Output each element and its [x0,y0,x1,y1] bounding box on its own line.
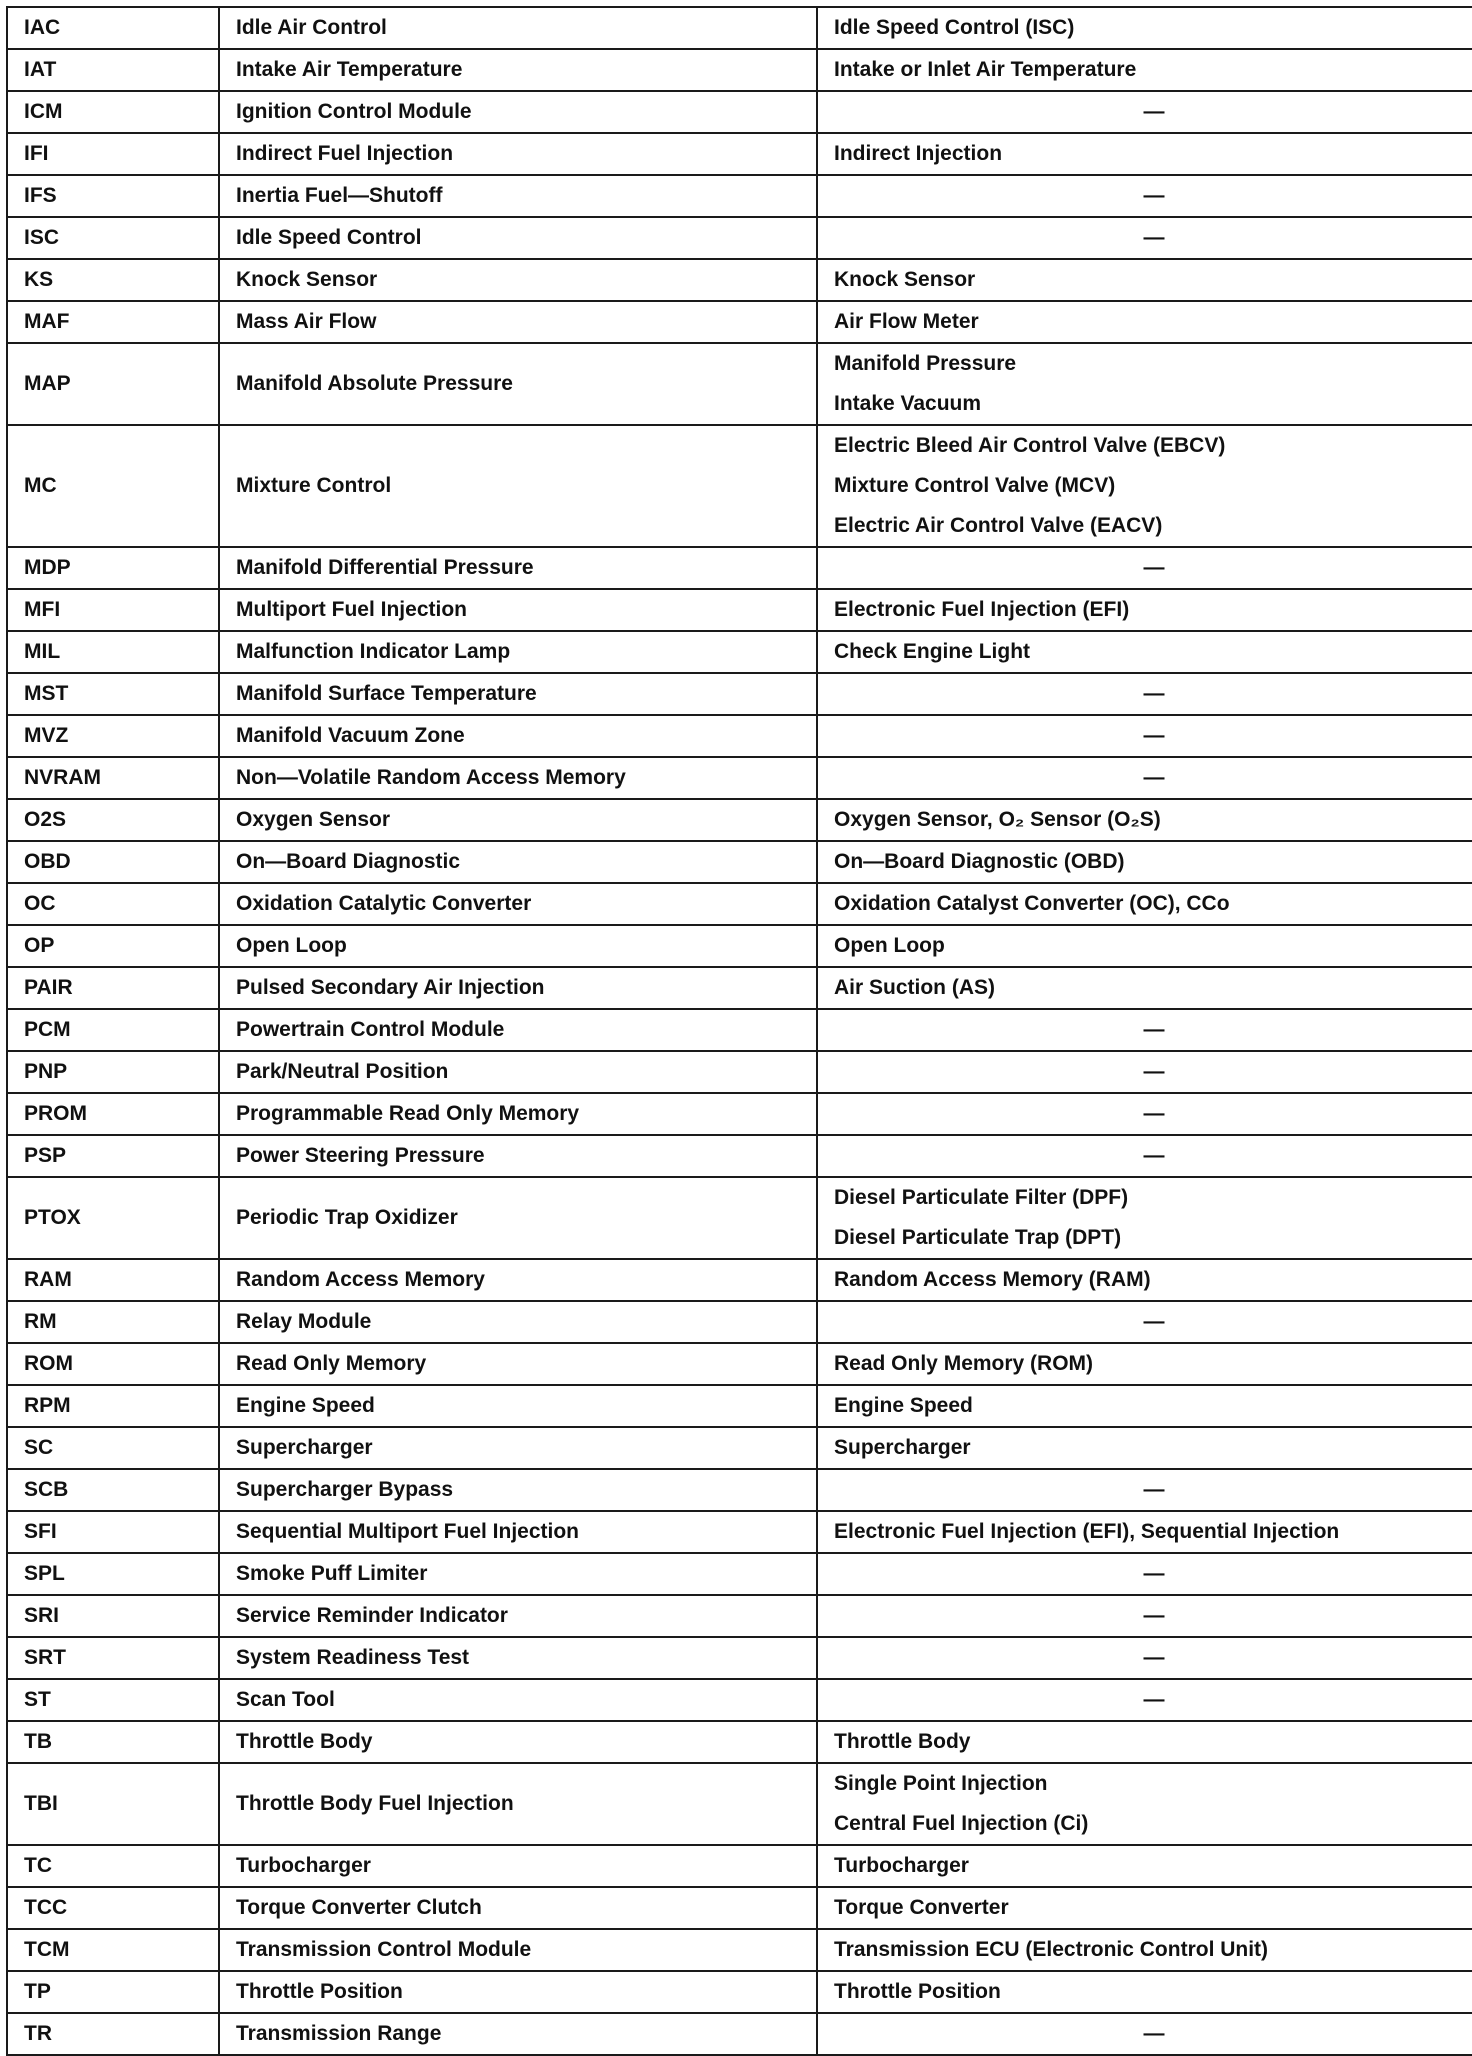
other-term-line: — [1143,682,1165,705]
term-cell: Ignition Control Module [219,91,817,133]
table-row [7,1845,1472,1887]
term-cell: Power Steering Pressure [219,1135,817,1177]
acronym-cell: TCC [7,1887,219,1929]
other-term-line: — [1143,1018,1165,1041]
acronym-cell: ST [7,1679,219,1721]
other-term-line: — [1143,2022,1165,2045]
other-term-line: Mixture Control Valve (MCV) [834,474,1116,497]
acronym-cell: MFI [7,589,219,631]
other-terms-cell [817,1845,1472,1887]
term-cell: Open Loop [219,925,817,967]
other-terms-cell [817,1763,1472,1845]
table-row [7,547,1472,589]
other-term-line: Idle Speed Control (ISC) [834,16,1075,39]
acronym-cell: MST [7,673,219,715]
other-term-line: Oxidation Catalyst Converter (OC), CCo [834,892,1230,915]
acronym-cell: MC [7,425,219,547]
table-row [7,1553,1472,1595]
term-cell: Idle Speed Control [219,217,817,259]
table-row [7,1301,1472,1343]
acronym-cell: MVZ [7,715,219,757]
other-term-line: — [1143,1478,1165,1501]
table-row [7,1469,1472,1511]
acronym-cell: MAF [7,301,219,343]
table-row [7,673,1472,715]
other-term-line: — [1143,100,1165,123]
other-term-line: Air Flow Meter [834,310,979,333]
acronym-cell: IFI [7,133,219,175]
other-term-line: — [1143,1562,1165,1585]
acronym-cell: TR [7,2013,219,2055]
acronym-cell: MIL [7,631,219,673]
term-cell: Transmission Control Module [219,1929,817,1971]
table-row [7,1887,1472,1929]
other-term-line: Manifold Pressure [834,352,1017,375]
other-term-line: Throttle Body [834,1730,971,1753]
term-cell: Supercharger [219,1427,817,1469]
term-cell: Non—Volatile Random Access Memory [219,757,817,799]
other-term-line: Diesel Particulate Trap (DPT) [834,1226,1122,1249]
other-term-line: Read Only Memory (ROM) [834,1352,1094,1375]
table-row [7,7,1472,49]
term-cell: Inertia Fuel—Shutoff [219,175,817,217]
term-cell: Malfunction Indicator Lamp [219,631,817,673]
other-terms-cell [817,925,1472,967]
other-terms-cell [817,133,1472,175]
table-row [7,301,1472,343]
table-row [7,1679,1472,1721]
acronym-cell: SFI [7,1511,219,1553]
acronym-cell: KS [7,259,219,301]
other-term-line: Throttle Position [834,1980,1001,2003]
term-cell: Throttle Body [219,1721,817,1763]
table-row [7,1135,1472,1177]
acronym-cell: TCM [7,1929,219,1971]
other-terms-cell [817,1469,1472,1511]
table-row [7,883,1472,925]
other-terms-cell [817,1595,1472,1637]
other-terms-cell [817,715,1472,757]
acronym-cell: PSP [7,1135,219,1177]
other-terms-cell [817,1887,1472,1929]
acronym-cell: IFS [7,175,219,217]
term-cell: Manifold Differential Pressure [219,547,817,589]
other-term-line: Intake Vacuum [834,392,982,415]
term-cell: Indirect Fuel Injection [219,133,817,175]
term-cell: Sequential Multiport Fuel Injection [219,1511,817,1553]
other-term-line: — [1143,184,1165,207]
acronym-cell: ISC [7,217,219,259]
term-cell: Throttle Body Fuel Injection [219,1763,817,1845]
other-term-line: Torque Converter [834,1896,1009,1919]
table-row [7,1051,1472,1093]
table-row [7,1009,1472,1051]
acronym-cell: SPL [7,1553,219,1595]
acronym-cell: RPM [7,1385,219,1427]
table-row [7,715,1472,757]
other-terms-cell [817,7,1472,49]
acronym-cell: OBD [7,841,219,883]
other-term-line: Single Point Injection [834,1772,1048,1795]
term-cell: Scan Tool [219,1679,817,1721]
table-row [7,925,1472,967]
term-cell: Oxidation Catalytic Converter [219,883,817,925]
term-cell: Idle Air Control [219,7,817,49]
other-term-line: Check Engine Light [834,640,1031,663]
other-term-line: Electric Bleed Air Control Valve (EBCV) [834,434,1226,457]
term-cell: Read Only Memory [219,1343,817,1385]
term-cell: Intake Air Temperature [219,49,817,91]
acronym-cell: SCB [7,1469,219,1511]
other-terms-cell [817,1679,1472,1721]
other-term-line: — [1143,766,1165,789]
other-term-line: Air Suction (AS) [834,976,995,999]
table-row [7,799,1472,841]
other-term-line: — [1143,1688,1165,1711]
acronym-cell: PAIR [7,967,219,1009]
table-row [7,1177,1472,1259]
other-term-line: — [1143,1144,1165,1167]
acronym-cell: RM [7,1301,219,1343]
other-term-line: Transmission ECU (Electronic Control Unit) [834,1938,1269,1961]
other-terms-cell [817,1301,1472,1343]
term-cell: Torque Converter Clutch [219,1887,817,1929]
table-row [7,1721,1472,1763]
acronym-cell: SC [7,1427,219,1469]
other-term-line: Knock Sensor [834,268,976,291]
other-terms-cell [817,799,1472,841]
table-row [7,217,1472,259]
acronym-cell: ROM [7,1343,219,1385]
acronym-cell: SRT [7,1637,219,1679]
term-cell: Powertrain Control Module [219,1009,817,1051]
table-row [7,1595,1472,1637]
term-cell: Mixture Control [219,425,817,547]
acronym-cell: PROM [7,1093,219,1135]
other-term-line: — [1143,556,1165,579]
term-cell: Smoke Puff Limiter [219,1553,817,1595]
other-term-line: Electronic Fuel Injection (EFI), Sequential Injection [834,1520,1340,1543]
other-terms-cell [817,1385,1472,1427]
other-terms-cell [817,673,1472,715]
other-terms-cell [817,1427,1472,1469]
other-terms-cell [817,175,1472,217]
table-row [7,133,1472,175]
other-terms-cell [817,1721,1472,1763]
term-cell: Manifold Absolute Pressure [219,343,817,425]
other-term-line: Electronic Fuel Injection (EFI) [834,598,1130,621]
term-cell: Throttle Position [219,1971,817,2013]
table-row [7,1511,1472,1553]
acronym-cell: TBI [7,1763,219,1845]
acronym-cell: PTOX [7,1177,219,1259]
term-cell: Multiport Fuel Injection [219,589,817,631]
table-row [7,259,1472,301]
other-terms-cell [817,883,1472,925]
other-terms-cell [817,301,1472,343]
other-term-line: Supercharger [834,1436,971,1459]
other-terms-cell [817,2013,1472,2055]
acronym-cell: ICM [7,91,219,133]
acronym-table [6,6,1472,2056]
other-term-line: Central Fuel Injection (Ci) [834,1812,1089,1835]
other-terms-cell [817,217,1472,259]
acronym-table-body [7,7,1472,2055]
acronym-cell: O2S [7,799,219,841]
other-terms-cell [817,1637,1472,1679]
table-row [7,841,1472,883]
other-term-line: — [1143,1646,1165,1669]
acronym-cell: RAM [7,1259,219,1301]
term-cell: Mass Air Flow [219,301,817,343]
term-cell: Service Reminder Indicator [219,1595,817,1637]
other-terms-cell [817,547,1472,589]
table-row [7,1427,1472,1469]
term-cell: Periodic Trap Oxidizer [219,1177,817,1259]
table-row [7,175,1472,217]
other-term-line: On—Board Diagnostic (OBD) [834,850,1125,873]
table-row [7,589,1472,631]
table-row [7,967,1472,1009]
other-terms-cell [817,757,1472,799]
other-terms-cell [817,49,1472,91]
other-terms-cell [817,1553,1472,1595]
other-terms-cell [817,1511,1472,1553]
other-terms-cell [817,1971,1472,2013]
other-terms-cell [817,1135,1472,1177]
other-terms-cell [817,1929,1472,1971]
other-terms-cell [817,589,1472,631]
acronym-cell: MAP [7,343,219,425]
table-row [7,1343,1472,1385]
term-cell: Turbocharger [219,1845,817,1887]
term-cell: Programmable Read Only Memory [219,1093,817,1135]
table-row [7,91,1472,133]
table-row [7,1929,1472,1971]
other-term-line: — [1143,226,1165,249]
term-cell: Supercharger Bypass [219,1469,817,1511]
term-cell: Knock Sensor [219,259,817,301]
other-terms-cell [817,91,1472,133]
acronym-cell: TB [7,1721,219,1763]
term-cell: Random Access Memory [219,1259,817,1301]
term-cell: Oxygen Sensor [219,799,817,841]
other-term-line: Random Access Memory (RAM) [834,1268,1151,1291]
other-terms-cell [817,841,1472,883]
other-term-line: Engine Speed [834,1394,973,1417]
table-row [7,2013,1472,2055]
other-terms-cell [817,425,1472,547]
term-cell: System Readiness Test [219,1637,817,1679]
acronym-cell: MDP [7,547,219,589]
table-row [7,1763,1472,1845]
acronym-cell: SRI [7,1595,219,1637]
acronym-cell: NVRAM [7,757,219,799]
acronym-cell: PCM [7,1009,219,1051]
acronym-cell: TP [7,1971,219,2013]
acronym-cell: PNP [7,1051,219,1093]
other-terms-cell [817,1343,1472,1385]
acronym-cell: TC [7,1845,219,1887]
term-cell: Manifold Vacuum Zone [219,715,817,757]
other-term-line: — [1143,1060,1165,1083]
term-cell: Engine Speed [219,1385,817,1427]
other-term-line: Turbocharger [834,1854,969,1877]
other-terms-cell [817,1009,1472,1051]
other-term-line: — [1143,1604,1165,1627]
other-term-line: Intake or Inlet Air Temperature [834,58,1137,81]
table-row [7,1385,1472,1427]
other-terms-cell [817,1051,1472,1093]
table-row [7,1259,1472,1301]
acronym-cell: OP [7,925,219,967]
table-row [7,343,1472,425]
term-cell: Park/Neutral Position [219,1051,817,1093]
table-row [7,757,1472,799]
other-terms-cell [817,343,1472,425]
other-term-line: Diesel Particulate Filter (DPF) [834,1186,1129,1209]
table-row [7,631,1472,673]
table-row [7,425,1472,547]
other-terms-cell [817,1177,1472,1259]
table-row [7,1637,1472,1679]
other-term-line: Indirect Injection [834,142,1003,165]
document-page [6,6,1454,2056]
table-row [7,49,1472,91]
other-terms-cell [817,967,1472,1009]
other-terms-cell [817,1259,1472,1301]
term-cell: Relay Module [219,1301,817,1343]
other-term-line: — [1143,724,1165,747]
acronym-cell: OC [7,883,219,925]
other-terms-cell [817,259,1472,301]
table-row [7,1093,1472,1135]
acronym-cell: IAC [7,7,219,49]
acronym-cell: IAT [7,49,219,91]
other-term-line: Open Loop [834,934,945,957]
term-cell: Transmission Range [219,2013,817,2055]
other-term-line: Oxygen Sensor, O₂ Sensor (O₂S) [834,808,1161,831]
other-terms-cell [817,631,1472,673]
other-terms-cell [817,1093,1472,1135]
term-cell: Pulsed Secondary Air Injection [219,967,817,1009]
other-term-line: — [1143,1310,1165,1333]
table-row [7,1971,1472,2013]
other-term-line: — [1143,1102,1165,1125]
term-cell: On—Board Diagnostic [219,841,817,883]
term-cell: Manifold Surface Temperature [219,673,817,715]
other-term-line: Electric Air Control Valve (EACV) [834,514,1163,537]
